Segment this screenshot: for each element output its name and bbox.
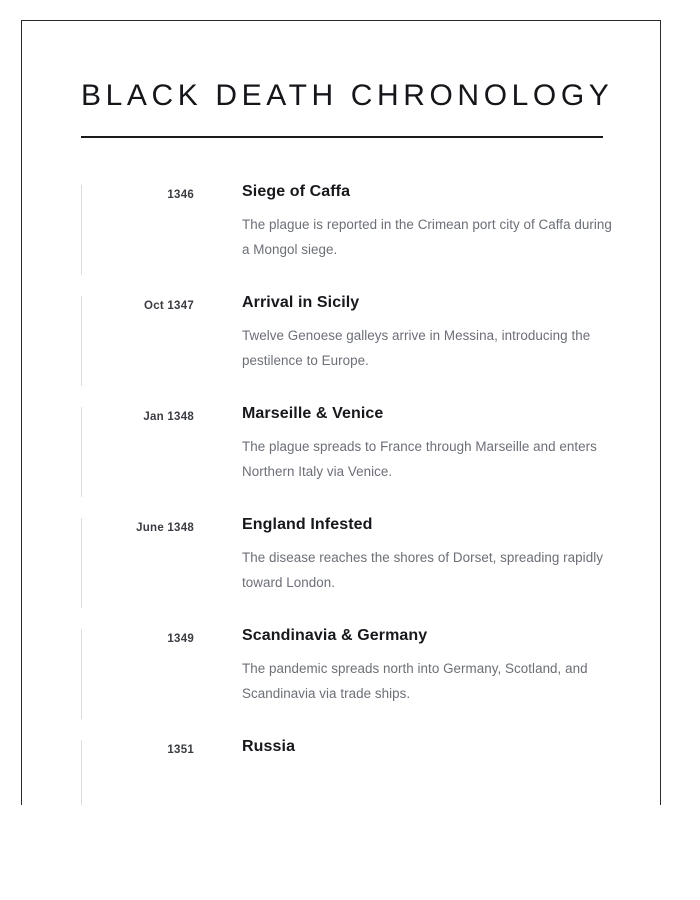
entry-body <box>194 293 620 374</box>
title-divider <box>81 136 603 138</box>
timeline-rail <box>81 185 82 275</box>
timeline-rail <box>81 518 82 608</box>
document-page <box>21 20 661 805</box>
timeline-entry <box>81 182 612 278</box>
entry-title: Siege of Caffa <box>242 183 351 200</box>
entry-date: 1346 <box>167 189 194 201</box>
entry-title: England Infested <box>242 516 373 533</box>
timeline-rail <box>81 407 82 497</box>
entry-body <box>194 182 620 263</box>
entry-title: Marseille & Venice <box>242 405 384 422</box>
entry-body <box>194 626 620 707</box>
timeline-entry <box>81 626 602 722</box>
page-title: BLACK DEATH CHRONOLOGY <box>81 79 614 112</box>
entry-description: The plague is reported in the Crimean port city of Caffa during a Mongol siege. <box>242 217 612 257</box>
entry-date: Oct 1347 <box>144 300 194 312</box>
entry-description: The pandemic spreads north into Germany, Scotland, and Scandinavia via trade ships. <box>242 661 588 701</box>
entry-body <box>194 737 295 756</box>
entry-title: Scandinavia & Germany <box>242 627 428 644</box>
timeline-entry <box>81 404 602 500</box>
entry-body <box>194 404 620 485</box>
timeline-entry <box>81 737 602 805</box>
entry-description: Twelve Genoese galleys arrive in Messina, introducing the pestilence to Europe. <box>242 328 591 368</box>
entry-date: 1351 <box>167 744 194 756</box>
timeline-rail <box>81 296 82 386</box>
timeline-rail <box>81 740 82 805</box>
timeline-entry <box>81 515 602 611</box>
timeline-list <box>81 182 612 805</box>
entry-description: The plague spreads to France through Marseille and enters Northern Italy via Venice. <box>242 439 597 479</box>
entry-date: 1349 <box>167 633 194 645</box>
entry-date: Jan 1348 <box>143 411 194 423</box>
entry-date: June 1348 <box>136 522 194 534</box>
entry-title: Arrival in Sicily <box>242 294 360 311</box>
timeline-entry <box>81 293 602 389</box>
entry-description: The disease reaches the shores of Dorset, spreading rapidly toward London. <box>242 550 603 590</box>
page-content <box>22 21 660 805</box>
entry-body <box>194 515 620 596</box>
entry-title: Russia <box>242 738 296 755</box>
timeline-rail <box>81 629 82 719</box>
